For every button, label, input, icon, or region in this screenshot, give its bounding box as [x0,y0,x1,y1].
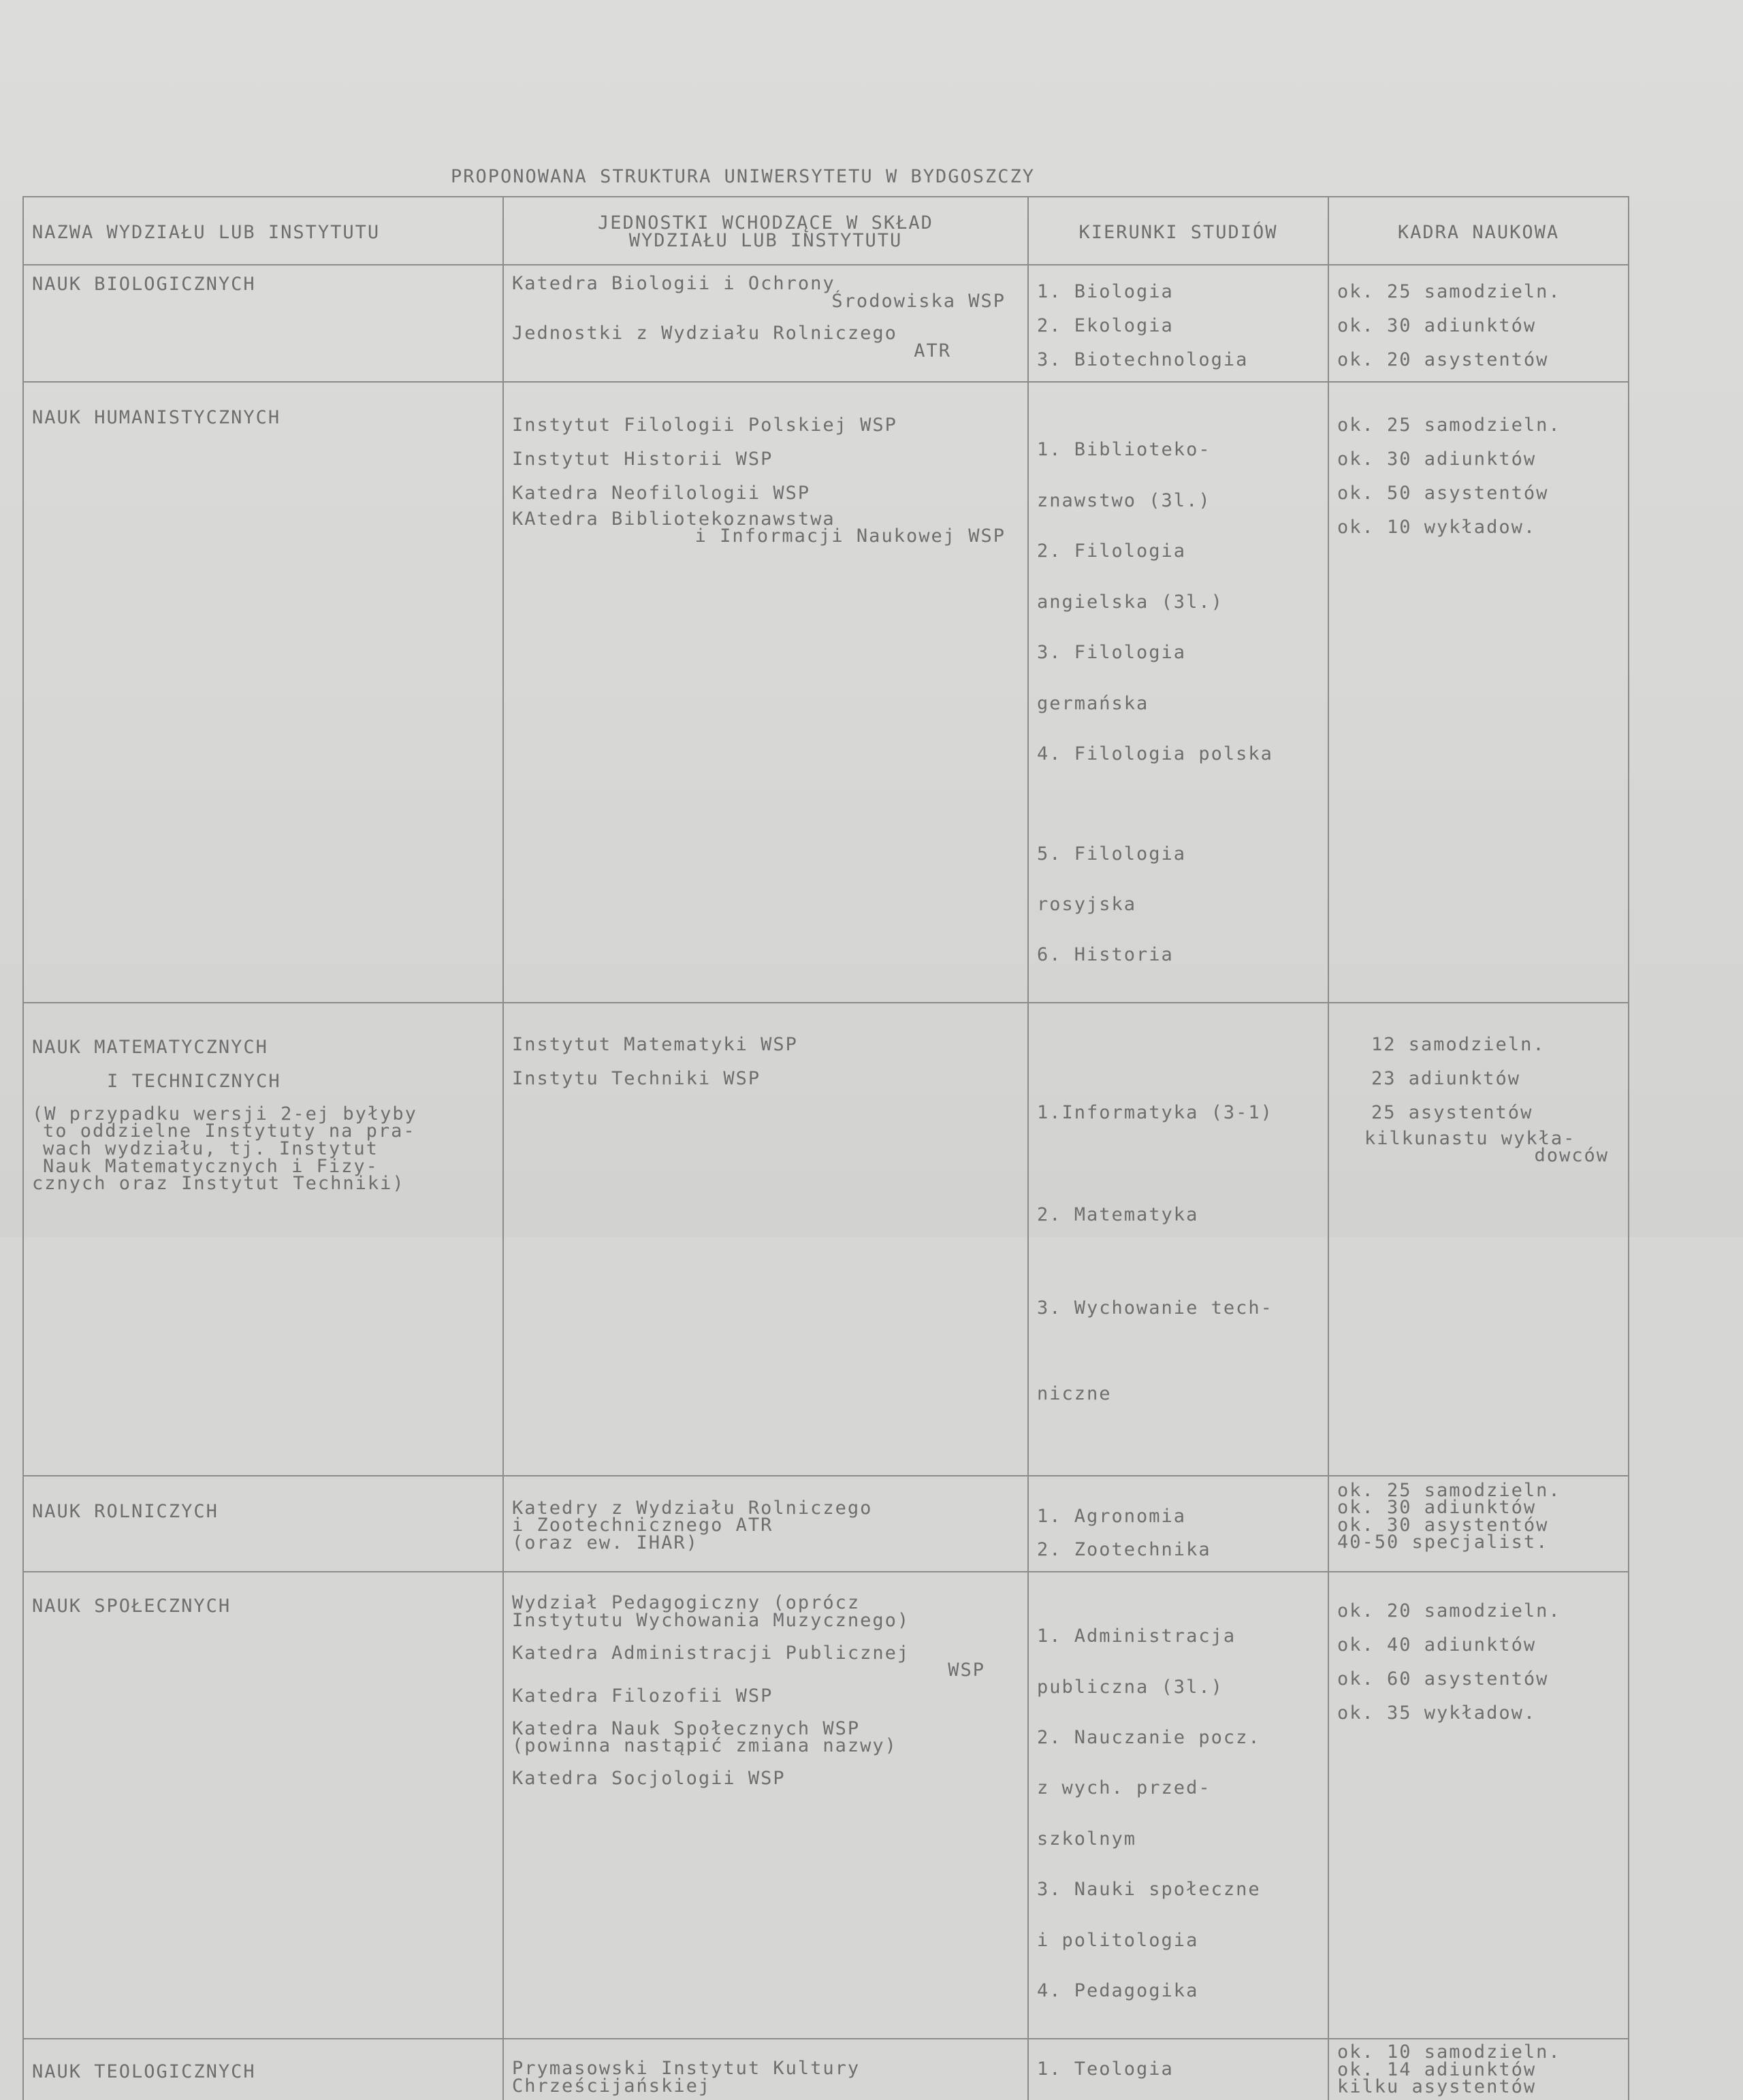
faculty-note: (W przypadku wersji 2-ej byłyby to oddzielne Instytuty na pra- wach wydziału, tj. Instytut Nauk Matematycznych i Fizy- cznych oraz Instytut Techniki) [32,1103,417,1195]
units-cell: Prymasowski Instytut Kultury Chrześcijańskiej [503,2039,1028,2100]
table-row [23,382,1629,1003]
studies-cell: 1. Teologia [1028,2039,1328,2100]
studies-cell: 1. Biblioteko- znawstwo (3l.) 2. Filologia angielska (3l.) 3. Filologia germańska 4. Filologia polska 5. Filologia rosyjska 6. Historia [1028,382,1328,1003]
table-row [23,1476,1629,1572]
staff-cell: ok. 20 samodzieln. ok. 40 adiunktów ok. 60 asystentów ok. 35 wykładow. [1328,1572,1629,2039]
faculty-cell: NAUK ROLNICZYCH [23,1476,503,1572]
faculty-cell: NAUK SPOŁECZNYCH [23,1572,503,2039]
table-row [23,1003,1629,1476]
staff-cell: ok. 25 samodzieln. ok. 30 adiunktów ok. 20 asystentów [1328,265,1629,382]
studies-cell: 1. Biologia 2. Ekologia 3. Biotechnologia [1028,265,1328,382]
staff-cell: ok. 25 samodzieln. ok. 30 adiunktów ok. 50 asystentów ok. 10 wykładow. [1328,382,1629,1003]
studies-cell: 1. Administracja publiczna (3l.) 2. Nauczanie pocz. z wych. przed- szkolnym 3. Nauki społeczne i politologia 4. Pedagogika [1028,1572,1328,2039]
header-units: JEDNOSTKI WCHODZĄCE W SKŁAD WYDZIAŁU LUB INSTYTUTU [503,197,1028,265]
faculty-cell: NAUK MATEMATYCZNYCH I TECHNICZNYCH (W przypadku wersji 2-ej byłyby to oddzielne Instytuty na pra- wach wydziału, tj. Instytut Nauk Matematycznych i Fizy- cznych oraz Instytut Techniki) [23,1003,503,1476]
studies-cell: 1. Agronomia 2. Zootechnika [1028,1476,1328,1572]
table-row [23,265,1629,382]
units-cell: Wydział Pedagogiczny (oprócz Instytutu Wychowania Muzycznego) Katedra Administracji Publicznej WSP Katedra Filozofii WSP Katedra Nauk Społecznych WSP (powinna nastąpić zmiana nazwy) Katedra Socjologii WSP [503,1572,1028,2039]
staff-cell: 12 samodzieln. 23 adiunktów 25 asystentów kilkunastu wykła- dowców [1328,1003,1629,1476]
studies-cell: 1.Informatyka (3-1) 2. Matematyka 3. Wychowanie tech- niczne [1028,1003,1328,1476]
units-cell: Instytut Matematyki WSP Instytu Techniki WSP [503,1003,1028,1476]
faculty-cell: NAUK HUMANISTYCZNYCH [23,382,503,1003]
units-cell: Katedra Biologii i Ochrony Środowiska WSP Jednostki z Wydziału Rolniczego ATR [503,265,1028,382]
faculty-cell: NAUK BIOLOGICZNYCH [23,265,503,382]
header-staff: KADRA NAUKOWA [1328,197,1629,265]
staff-cell: ok. 25 samodzieln. ok. 30 adiunktów ok. 30 asystentów 40-50 specjalist. [1328,1476,1629,1572]
staff-cell: ok. 10 samodzieln. ok. 14 adiunktów kilku asystentów [1328,2039,1629,2100]
header-faculty: NAZWA WYDZIAŁU LUB INSTYTUTU [23,197,503,265]
units-cell: Instytut Filologii Polskiej WSP Instytut Historii WSP Katedra Neofilologii WSP KAtedra Bibliotekoznawstwa i Informacji Naukowej WSP [503,382,1028,1003]
units-cell: Katedry z Wydziału Rolniczego i Zootechnicznego ATR (oraz ew. IHAR) [503,1476,1028,1572]
structure-table [22,196,1629,2100]
faculty-cell: NAUK TEOLOGICZNYCH [23,2039,503,2100]
table-row [23,2039,1629,2100]
table-row [23,1572,1629,2039]
header-studies: KIERUNKI STUDIÓW [1028,197,1328,265]
header-row [23,197,1629,265]
document-title: PROPONOWANA STRUKTURA UNIWERSYTETU W BYDGOSZCZY [451,166,1036,187]
